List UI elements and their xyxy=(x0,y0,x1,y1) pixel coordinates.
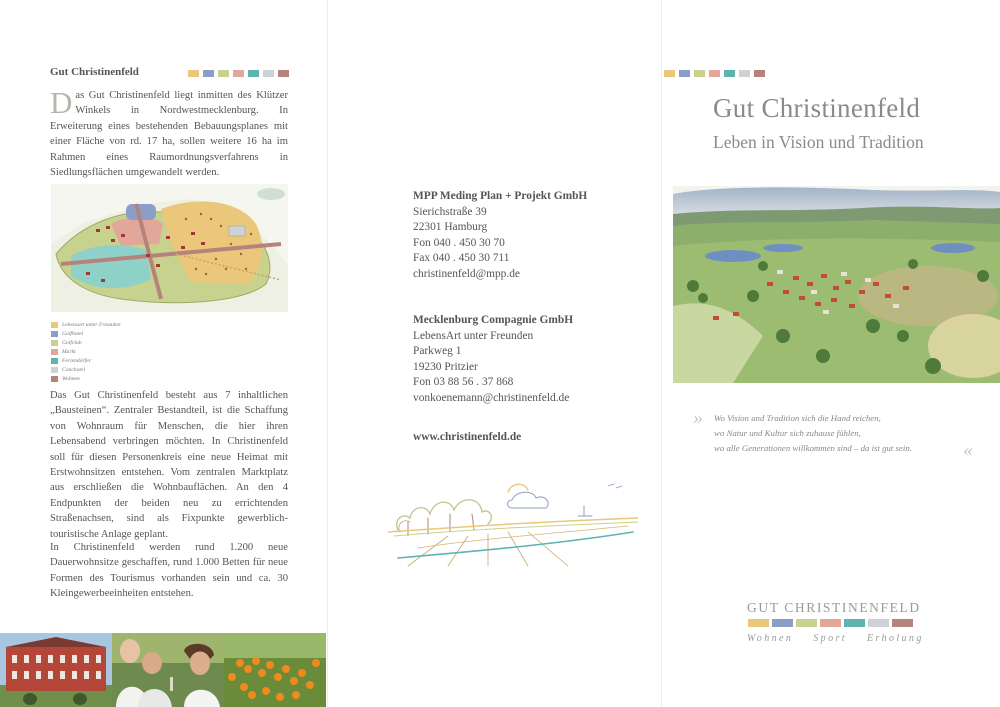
manor-house-photo xyxy=(0,633,112,707)
legend-item xyxy=(51,329,121,338)
color-swatch xyxy=(233,70,244,77)
website-url: www.christinenfeld.de xyxy=(413,431,522,443)
email-line: vonkoenemann@christinenfeld.de xyxy=(413,391,570,404)
cover-title: Gut Christinenfeld xyxy=(713,93,921,123)
tagline-word: Wohnen xyxy=(747,633,794,644)
company-name: MPP Meding Plan + Projekt GmbH xyxy=(413,190,588,202)
legend-label: Golfclub xyxy=(62,339,82,346)
color-swatch xyxy=(248,70,259,77)
photo-strip xyxy=(0,633,326,707)
legend-swatch xyxy=(51,358,58,364)
legend-swatch xyxy=(51,331,58,337)
aerial-painting xyxy=(673,186,1000,383)
legend-item xyxy=(51,356,121,365)
email-line: christinenfeld@mpp.de xyxy=(413,267,520,280)
color-swatch xyxy=(218,70,229,77)
color-swatch xyxy=(772,619,793,627)
tagline-word: Sport xyxy=(813,633,847,644)
fax-line: Fax 040 . 450 30 711 xyxy=(413,252,510,265)
landscape-sketch xyxy=(388,470,638,570)
color-swatch xyxy=(709,70,720,77)
logo-tagline xyxy=(747,633,924,644)
phone-line: Fon 040 . 450 30 70 xyxy=(413,236,505,249)
color-swatch xyxy=(820,619,841,627)
legend-label: Conchotel xyxy=(62,366,85,373)
section-title: Gut Christinenfeld xyxy=(50,66,139,78)
color-swatch xyxy=(739,70,750,77)
legend-item xyxy=(51,338,121,347)
color-swatch xyxy=(278,70,289,77)
tagline-word: Erholung xyxy=(866,633,924,644)
address-line: 19230 Pritzier xyxy=(413,360,478,373)
logo-wordmark: GUT CHRISTINENFELD xyxy=(747,600,921,615)
legend-item xyxy=(51,347,121,356)
phone-line: Fon 03 88 56 . 37 868 xyxy=(413,376,514,389)
quote-open-mark: » xyxy=(693,407,703,429)
quote-line: wo Natur und Kultur sich zuhause fühlen, xyxy=(714,428,861,438)
quote-close-mark: « xyxy=(963,439,973,461)
color-swatch xyxy=(203,70,214,77)
map-legend xyxy=(51,320,121,383)
color-swatch xyxy=(748,619,769,627)
legend-item xyxy=(51,374,121,383)
color-swatch xyxy=(892,619,913,627)
site-plan-map xyxy=(51,184,288,312)
intro-text: as Gut Christinenfeld liegt inmitten des Klützer Winkels in Nordwestmecklenburg. In Erweiterung eines bestehenden Bebauungsplanes mit einer Fläche von rd. 17 ha, sollen weitere 16 ha im Rahmen eines Raumordnungsverfahrens in Siedlungsflächen umgewandelt werden. xyxy=(50,90,288,179)
cover-subtitle: Leben in Vision und Tradition xyxy=(713,132,924,152)
color-swatch xyxy=(724,70,735,77)
color-swatch xyxy=(754,70,765,77)
legend-item xyxy=(51,320,121,329)
legend-swatch xyxy=(51,349,58,355)
address-mecklenburg xyxy=(413,313,573,407)
right-panel xyxy=(663,0,1000,707)
address-mpp xyxy=(413,189,587,283)
legend-label: Wohnen xyxy=(62,375,80,382)
legend-label: Feriendörfer xyxy=(62,357,91,364)
address-line: LebensArt unter Freunden xyxy=(413,329,534,342)
legend-swatch xyxy=(51,322,58,328)
company-name: Mecklenburg Compagnie GmbH xyxy=(413,314,574,326)
legend-swatch xyxy=(51,340,58,346)
legend-swatch xyxy=(51,376,58,382)
color-swatch xyxy=(263,70,274,77)
color-swatch xyxy=(664,70,675,77)
color-swatch xyxy=(679,70,690,77)
legend-label: Markt xyxy=(62,348,76,355)
color-swatch xyxy=(844,619,865,627)
legend-swatch xyxy=(51,367,58,373)
legend-label: Golfhotel xyxy=(62,330,84,337)
logo-swatch-bar xyxy=(748,619,913,627)
address-line: Sierichstraße 39 xyxy=(413,205,487,218)
people-photo xyxy=(112,633,224,707)
legend-item xyxy=(51,365,121,374)
middle-panel xyxy=(327,0,662,707)
body-paragraph-1: Das Gut Christinenfeld besteht aus 7 inhaltlichen „Bausteinen“. Zentraler Bestandteil, ist die Schaffung von Wohnraum für Menschen, die hier ihren Lebensabend verbringen möchten. In Christinenfeld soll für diesen Personenkreis eine neue Heimat mit Erstwohnsitzen entstehen. Vom zentralen Marktplatz aus erschließen die Wohnbauflächen. An den 4 Endpunkten der beiden neu zu errichtenden Straßenachsen, sind als Fixpunkte gewerblich-touristische Anlage geplant. xyxy=(50,390,288,540)
color-swatch-bar xyxy=(664,70,765,77)
color-swatch xyxy=(188,70,199,77)
quote-line: wo alle Generationen willkommen sind – da ist gut sein. xyxy=(714,443,912,453)
color-swatch xyxy=(694,70,705,77)
sea-buckthorn-photo xyxy=(224,633,326,707)
body-paragraph-2: In Christinenfeld werden rund 1.200 neue Dauerwohnsitze geschaffen, rund 1.000 Betten für neue Formen des Tourismus vorhanden sein und ca. 30 Kleingewerbeeinheiten entstehen. xyxy=(50,542,288,600)
drop-cap: D xyxy=(50,85,73,120)
intro-paragraph xyxy=(50,85,288,180)
color-swatch-bar xyxy=(188,70,289,77)
legend-label: Lebensart unter Freunden xyxy=(62,321,121,328)
color-swatch xyxy=(868,619,889,627)
color-swatch xyxy=(796,619,817,627)
address-line: Parkweg 1 xyxy=(413,345,462,358)
address-line: 22301 Hamburg xyxy=(413,221,488,234)
quote-line: Wo Vision und Tradition sich die Hand reichen, xyxy=(714,413,881,423)
left-panel xyxy=(0,0,326,707)
